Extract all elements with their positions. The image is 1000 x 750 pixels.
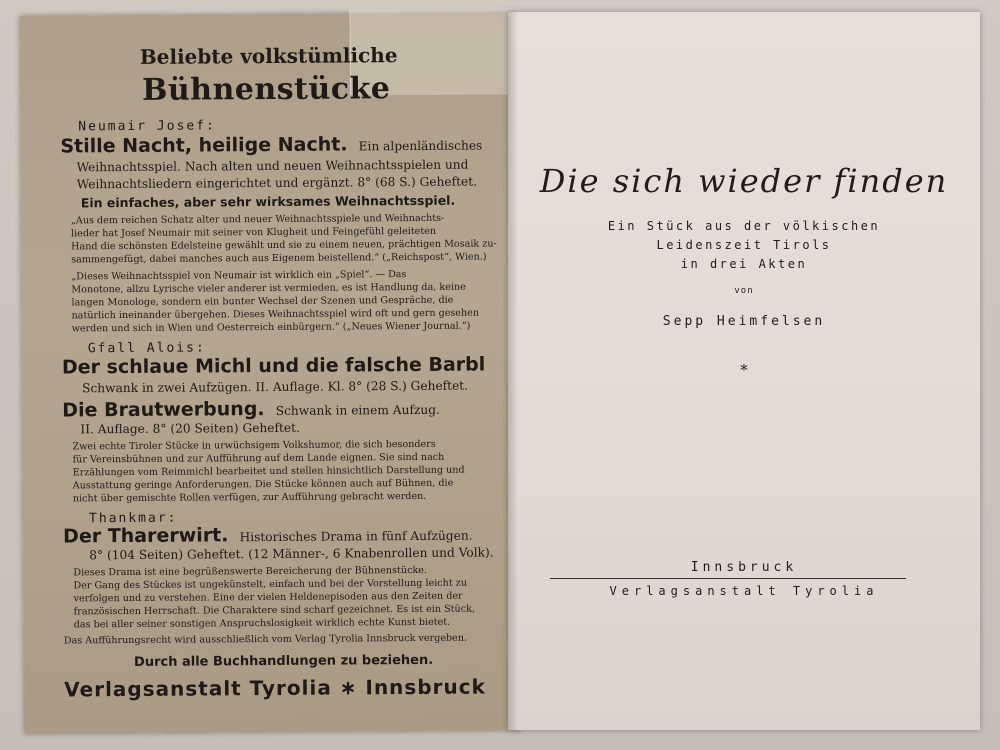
- star-ornament: ∗: [738, 358, 750, 376]
- quote2-line-4: natürlich ineinander übergehen. Dieses Weihnachtsspiel wird oft und gern gesehen: [71, 307, 480, 322]
- quote2-line-1: „Dieses Weihnachtsspiel von Neumair ist wirklich ein „Spiel“. — Das: [71, 269, 407, 283]
- section3-title: Der Tharerwirt.: [63, 524, 229, 548]
- section3-title-row: [63, 523, 473, 548]
- section2-note-5: nicht über gemischte Rollen verfügen, zur Aufführung gebracht werden.: [72, 490, 427, 505]
- right-publisher: Verlagsanstalt Tyrolia: [609, 584, 879, 598]
- divider-rule: [550, 578, 906, 579]
- play2-desc: II. Auflage. 8° (20 Seiten) Geheftet.: [80, 420, 300, 437]
- section1-title-row: [60, 133, 482, 158]
- section3-desc-2: 8° (104 Seiten) Geheftet. (12 Männer-, 6 Knabenrollen und Volk).: [89, 545, 494, 563]
- quote1-line-3: Hand die schönsten Edelsteine gewählt und sie zu einem neuen, prächtigen Mosaik zu-: [71, 238, 497, 253]
- rights-notice: Das Aufführungsrecht wird ausschließlich vom Verlag Tyrolia Innsbruck vergeben.: [63, 632, 468, 647]
- play1-title: Der schlaue Michl und die falsche Barbl: [61, 353, 486, 379]
- quote1-line-1: „Aus dem reichen Schatz alter und neuer Weihnachtsspiele und Weihnachts-: [70, 212, 445, 227]
- bookshops-line: Durch alle Buchhandlungen zu beziehen.: [133, 652, 434, 670]
- section2-note-4: Ausstattung geringe Anforderungen. Die Stücke können auch auf Bühnen, die: [72, 477, 454, 492]
- section1-tagline: Ein einfaches, aber sehr wirksames Weihnachtsspiel.: [80, 192, 456, 211]
- section3-note-1: Dieses Drama ist eine begrüßenswerte Bereicherung der Bühnenstücke.: [73, 564, 428, 579]
- von-label: von: [734, 286, 754, 296]
- book-title: Die sich wieder finden: [539, 162, 949, 200]
- section3-note-4: französischen Herrschaft. Die Charaktere sind scharf gezeichnet. Es ist ein Stück,: [73, 603, 475, 618]
- play1-desc: Schwank in zwei Aufzügen. II. Auflage. Kl. 8° (28 S.) Geheftet.: [82, 378, 469, 396]
- quote2-line-2: Monotone, allzu Lyrische vieler anderer ist vermieden, es ist Handlung da, keine: [71, 281, 466, 296]
- section1-author: Neumair Josef:: [78, 118, 216, 135]
- play2-title: Die Brautwerbung.: [62, 398, 265, 422]
- section2-note-3: Erzählungen vom Reimmichl bearbeitet und stellen hinsichtlich Darstellung und: [72, 464, 465, 479]
- section1-title-tail: Ein alpenländisches: [358, 138, 483, 154]
- section3-note-2: Der Gang des Stückes ist ungekünstelt, einfach und bei der Vorstellung leicht zu: [73, 577, 468, 592]
- quote1-line-2: lieder hat Josef Neumair mit seiner von Klugheit und Feingefühl geleiteten: [70, 225, 437, 240]
- section3-note-5: das bei aller seiner sonstigen Anspruchslosigkeit wirklich echte Kunst bietet.: [73, 616, 451, 631]
- publication-place: Innsbruck: [690, 560, 798, 575]
- section3-note-3: verfolgen und zu verstehen. Eine der vielen Heldenepisoden aus den Zeiten der: [73, 590, 463, 605]
- play2-title-row: [62, 397, 440, 422]
- section2-note-1: Zwei echte Tiroler Stücke in urwüchsigem Volkshumor, die sich besonders: [72, 438, 436, 453]
- book-author: Sepp Heimfelsen: [662, 314, 826, 329]
- section1-title: Stille Nacht, heilige Nacht.: [60, 133, 348, 158]
- ad-heading-line2: Bühnenstücke: [141, 71, 391, 108]
- section1-desc-1: Weihnachtsspiel. Nach alten und neuen Weihnachtsspielen und: [76, 157, 469, 175]
- subtitle-line-3: in drei Akten: [680, 257, 808, 271]
- section3-title-tail: Historisches Drama in fünf Aufzügen.: [239, 528, 473, 545]
- quote2-line-5: werden und sich in Wien und Oesterreich einbürgern.“ („Neues Wiener Journal.“): [71, 320, 471, 335]
- section2-note-2: für Vereinsbühnen und zur Aufführung auf dem Lande eignen. Sie sind nach: [72, 451, 445, 466]
- subtitle-line-1: Ein Stück aus der völkischen: [607, 219, 881, 233]
- left-page-advertisement: [19, 12, 520, 733]
- right-page-title-page: [508, 12, 980, 730]
- quote1-line-4: sammengefügt, dabei manches auch aus Eigenem beistellend.“ („Reichspost“, Wien.): [71, 251, 487, 266]
- section3-author: Thankmar:: [88, 510, 178, 527]
- subtitle-line-2: Leidenszeit Tirols: [656, 238, 832, 252]
- section2-author: Gfall Alois:: [87, 340, 206, 357]
- play2-tail: Schwank in einem Aufzug.: [275, 402, 440, 418]
- section1-desc-2: Weihnachtsliedern eingerichtet und ergänzt. 8° (68 S.) Geheftet.: [76, 174, 478, 192]
- left-publisher: Verlagsanstalt Tyrolia ∗ Innsbruck: [64, 674, 486, 702]
- quote2-line-3: langen Monologe, sondern ein bunter Wechsel der Szenen und Gespräche, die: [71, 294, 454, 309]
- ad-heading-line1: Beliebte volkstümliche: [139, 43, 398, 69]
